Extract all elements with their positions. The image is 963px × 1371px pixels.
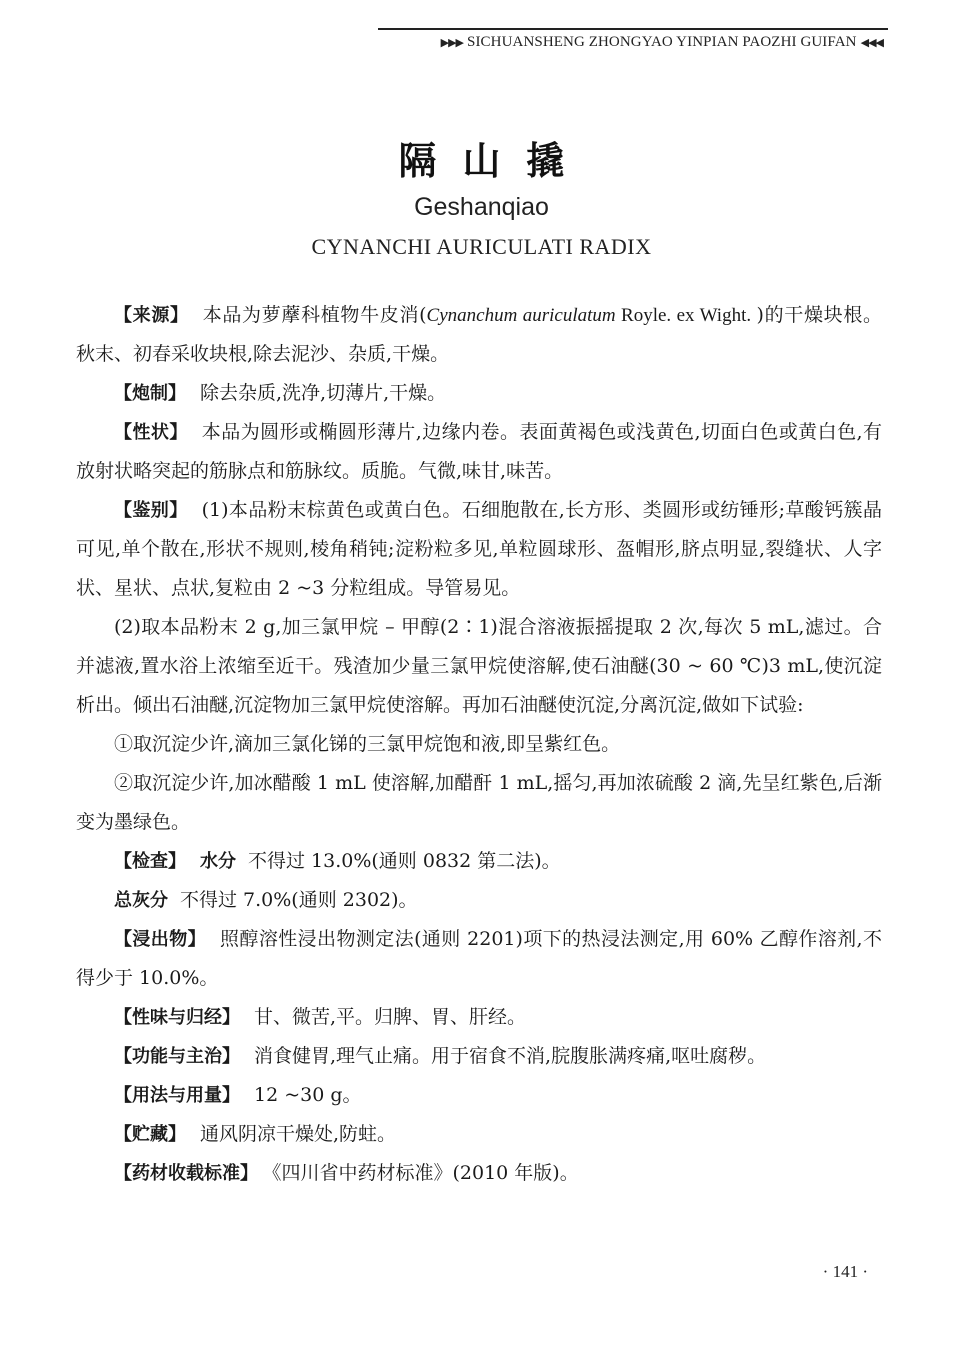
water-label: 水分 (200, 851, 236, 872)
header-rule (378, 28, 888, 30)
water-text: 不得过 13.0%(通则 0832 第二法)。 (248, 850, 561, 872)
identification-p4: ②取沉淀少许,加冰醋酸 1 mL 使溶解,加醋酐 1 mL,摇匀,再加浓硫酸 2 滴,先呈红紫色,后渐变为墨绿色。 (76, 772, 882, 833)
source-text-after: )的干燥块根。秋末、初春采收块根,除去泥沙、杂质,干燥。 (76, 304, 882, 365)
processing-text: 除去杂质,洗净,切薄片,干燥。 (200, 382, 447, 404)
source-authority: Royle. ex Wight. (615, 305, 757, 326)
section-identification (76, 491, 882, 608)
section-dosage (76, 1076, 882, 1115)
processing-tag: 【炮制】 (114, 383, 186, 404)
source-species: Cynanchum auriculatum (426, 305, 616, 326)
dosage-tag: 【用法与用量】 (114, 1085, 240, 1106)
identification-tag: 【鉴别】 (114, 500, 188, 521)
page-number: · 141 · (822, 1262, 868, 1281)
nature-tag: 【性味与归经】 (114, 1007, 240, 1028)
section-nature (76, 998, 882, 1037)
arrow-left-icons: ◀◀◀ (860, 37, 883, 49)
title-chinese: 隔山撬 (398, 138, 591, 183)
monograph-body (76, 296, 882, 1193)
section-standard (76, 1154, 882, 1193)
section-extract (76, 920, 882, 998)
dosage-text: 12 ~30 g。 (254, 1084, 362, 1106)
storage-text: 通风阴凉干燥处,防蛀。 (200, 1123, 397, 1145)
running-head (441, 34, 883, 51)
standard-text: 《四川省中药材标准》(2010 年版)。 (272, 1162, 579, 1184)
section-description (76, 413, 882, 491)
extract-tag: 【浸出物】 (114, 929, 207, 950)
ash-label: 总灰分 (114, 890, 168, 911)
storage-tag: 【贮藏】 (114, 1124, 186, 1145)
standard-tag: 【药材收载标准】 (114, 1163, 258, 1184)
extract-text: 照醇溶性浸出物测定法(通则 2201)项下的热浸法测定,用 60% 乙醇作溶剂,不得少于 10.0%。 (76, 928, 883, 989)
section-source (76, 296, 882, 374)
identification-p3: ①取沉淀少许,滴加三氯化锑的三氯甲烷饱和液,即呈紫红色。 (114, 733, 621, 755)
inspection-ash (76, 881, 882, 920)
section-inspection (76, 842, 882, 881)
identification-p2: (2)取本品粉末 2 g,加三氯甲烷 – 甲醇(2∶1)混合溶液振摇提取 2 次,每次 5 mL,滤过。合并滤液,置水浴上浓缩至近干。残渣加少量三氯甲烷使溶解,使石油醚(30 ~ 60 ℃)3 mL,使沉淀析出。倾出石油醚,沉淀物加三氯甲烷使溶解。再加石油醚使沉淀,分离沉淀,做如下试验: (76, 616, 882, 716)
section-storage (76, 1115, 882, 1154)
description-text: 本品为圆形或椭圆形薄片,边缘内卷。表面黄褐色或浅黄色,切面白色或黄白色,有放射状略突起的筋脉点和筋脉纹。质脆。气微,味甘,味苦。 (76, 421, 883, 482)
title-block (0, 130, 963, 260)
inspection-tag: 【检查】 (114, 851, 186, 872)
description-tag: 【性状】 (114, 422, 188, 443)
function-text: 消食健胃,理气止痛。用于宿食不消,脘腹胀满疼痛,呕吐腐秽。 (254, 1045, 767, 1067)
title-pinyin: Geshanqiao (414, 193, 549, 221)
source-text-before: 本品为萝藦科植物牛皮消( (202, 304, 427, 326)
running-title: SICHUANSHENG ZHONGYAO YINPIAN PAOZHI GUIFAN (467, 34, 857, 50)
arrow-right-icons: ▶▶▶ (440, 37, 464, 49)
section-function (76, 1037, 882, 1076)
source-tag: 【来源】 (114, 305, 189, 326)
identification-p1: (1)本品粉末棕黄色或黄白色。石细胞散在,长方形、类圆形或纺锤形;草酸钙簇晶可见,单个散在,形状不规则,棱角稍钝;淀粉粒多见,单粒圆球形、盔帽形,脐点明显,裂缝状、人字状、星状、点状,复粒由 2 ~3 分粒组成。导管易见。 (76, 499, 883, 599)
nature-text: 甘、微苦,平。归脾、胃、肝经。 (254, 1006, 527, 1028)
section-processing (76, 374, 882, 413)
ash-text: 不得过 7.0%(通则 2302)。 (180, 889, 418, 911)
title-latin: CYNANCHI AURICULATI RADIX (311, 234, 652, 259)
function-tag: 【功能与主治】 (114, 1046, 240, 1067)
